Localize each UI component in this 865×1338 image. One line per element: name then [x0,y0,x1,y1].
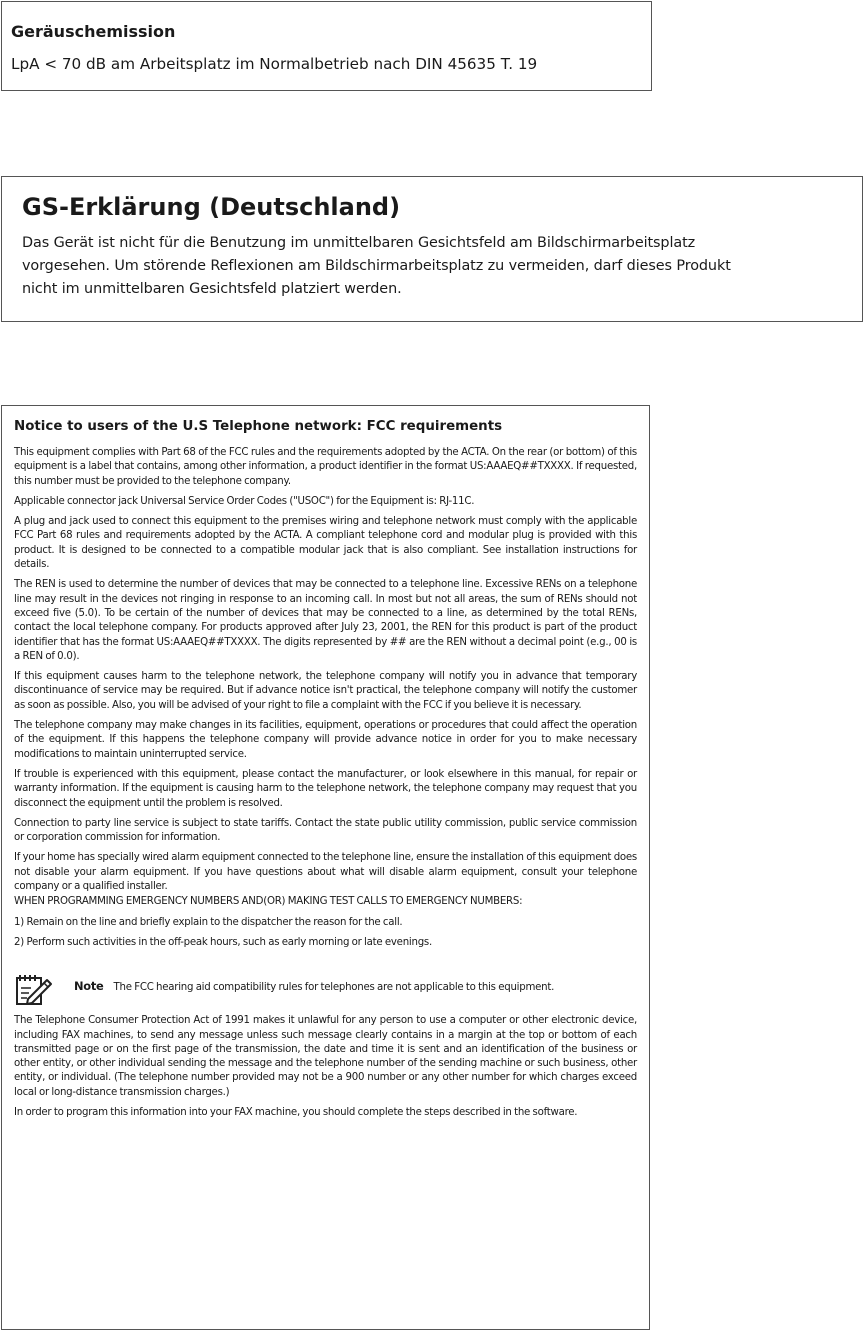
fcc-paragraph: If trouble is experienced with this equipment, please contact the manufacturer, or look elsewhere in this manual, for repair or warranty information. If the equipment is causing harm to the telephone network, the telephone company may request that you disconnect the equipment until the problem is resolved. [14,768,637,809]
fcc-notice-box [1,405,650,1330]
gs-declaration-title: GS-Erklärung (Deutschland) [22,193,401,221]
emergency-step: 1) Remain on the line and briefly explain to the dispatcher the reason for the call. [14,916,403,928]
noise-emission-box [1,1,652,91]
note-text [74,972,554,995]
note-icon [14,972,54,1006]
fcc-notice-title: Notice to users of the U.S Telephone network: FCC requirements [14,419,503,434]
note-callout [14,972,637,1006]
emergency-step: 2) Perform such activities in the off-peak hours, such as early morning or late evenings. [14,936,432,948]
fcc-paragraph: The REN is used to determine the number of devices that may be connected to a telephone line. Excessive RENs on a telephone line may result in the devices not ringing in response to an incoming call. In most but not all areas, the sum of RENs should not exceed five (5.0). To be certain of the number of devices that may be connected to a line, as determined by the total RENs, contact the local telephone company. For products approved after July 23, 2001, the REN for this product is part of the product identifier that has the format US:AAAEQ##TXXXX. The digits represented by ## are the REN without a decimal point (e.g., 00 is a REN of 0.0). [14,579,637,662]
gs-declaration-line: nicht im unmittelbaren Gesichtsfeld platziert werden. [22,281,402,297]
gs-declaration-line: vorgesehen. Um störende Reflexionen am Bildschirmarbeitsplatz zu vermeiden, darf dieses Produkt [22,258,731,274]
fcc-closing-paragraph: The Telephone Consumer Protection Act of 1991 makes it unlawful for any person to use a computer or other electronic device, including FAX machines, to send any message unless such message clearly contains in a margin at the top or bottom of each transmitted page or on the first page of the transmission, the date and time it is sent and an identification of the business or other entity, or other individual sending the message and the telephone number of the sending machine or such business, other entity, or individual. (The telephone number provided may not be a 900 number or any other number for which charges exceed local or long-distance transmission charges.) [14,1015,637,1098]
fcc-paragraph: A plug and jack used to connect this equipment to the premises wiring and telephone network must comply with the applicable FCC Part 68 rules and requirements adopted by the ACTA. A compliant telephone cord and modular plug is provided with this product. It is designed to be connected to a compatible modular jack that is also compliant. See installation instructions for details. [14,516,637,571]
fcc-paragraph: If your home has specially wired alarm equipment connected to the telephone line, ensure the installation of this equipment does not disable your alarm equipment. If you have questions about what will disable alarm equipment, consult your telephone company or a qualified installer. [14,852,637,893]
emergency-heading: WHEN PROGRAMMING EMERGENCY NUMBERS AND(OR) MAKING TEST CALLS TO EMERGENCY NUMBERS: [14,896,523,908]
note-label: Note [74,979,104,994]
noise-emission-text: LpA < 70 dB am Arbeitsplatz im Normalbetrieb nach DIN 45635 T. 19 [11,55,538,73]
fcc-closing-paragraph: In order to program this information into your FAX machine, you should complete the steps described in the software. [14,1106,578,1118]
fcc-paragraph: If this equipment causes harm to the telephone network, the telephone company will notify you in advance that temporary discontinuance of service may be required. But if advance notice isn't practical, the telephone company will notify the customer as soon as possible. Also, you will be advised of your right to file a complaint with the FCC if you believe it is necessary. [14,671,637,711]
gs-declaration-line: Das Gerät ist nicht für die Benutzung im unmittelbaren Gesichtsfeld am Bildschirmarbeitsplatz [22,235,696,251]
fcc-paragraph: Connection to party line service is subject to state tariffs. Contact the state public utility commission, public service commission or corporation commission for information. [14,817,637,844]
fcc-paragraph: Applicable connector jack Universal Service Order Codes ("USOC") for the Equipment is: RJ-11C. [14,495,475,507]
gs-declaration-text [22,232,862,301]
fcc-paragraph: The telephone company may make changes in its facilities, equipment, operations or procedures that could affect the operation of the equipment. If this happens the telephone company will provide advance notice in order for you to make necessary modifications to maintain uninterrupted service. [14,720,637,760]
noise-emission-title: Geräuschemission [11,22,176,41]
note-body: The FCC hearing aid compatibility rules for telephones are not applicable to this equipment. [113,982,555,994]
fcc-paragraph: This equipment complies with Part 68 of the FCC rules and the requirements adopted by the ACTA. On the rear (or bottom) of this equipment is a label that contains, among other information, a product identifier in the format US:AAAEQ##TXXXX. If requested, this number must be provided to the telephone company. [14,447,637,487]
gs-declaration-box [1,176,863,322]
